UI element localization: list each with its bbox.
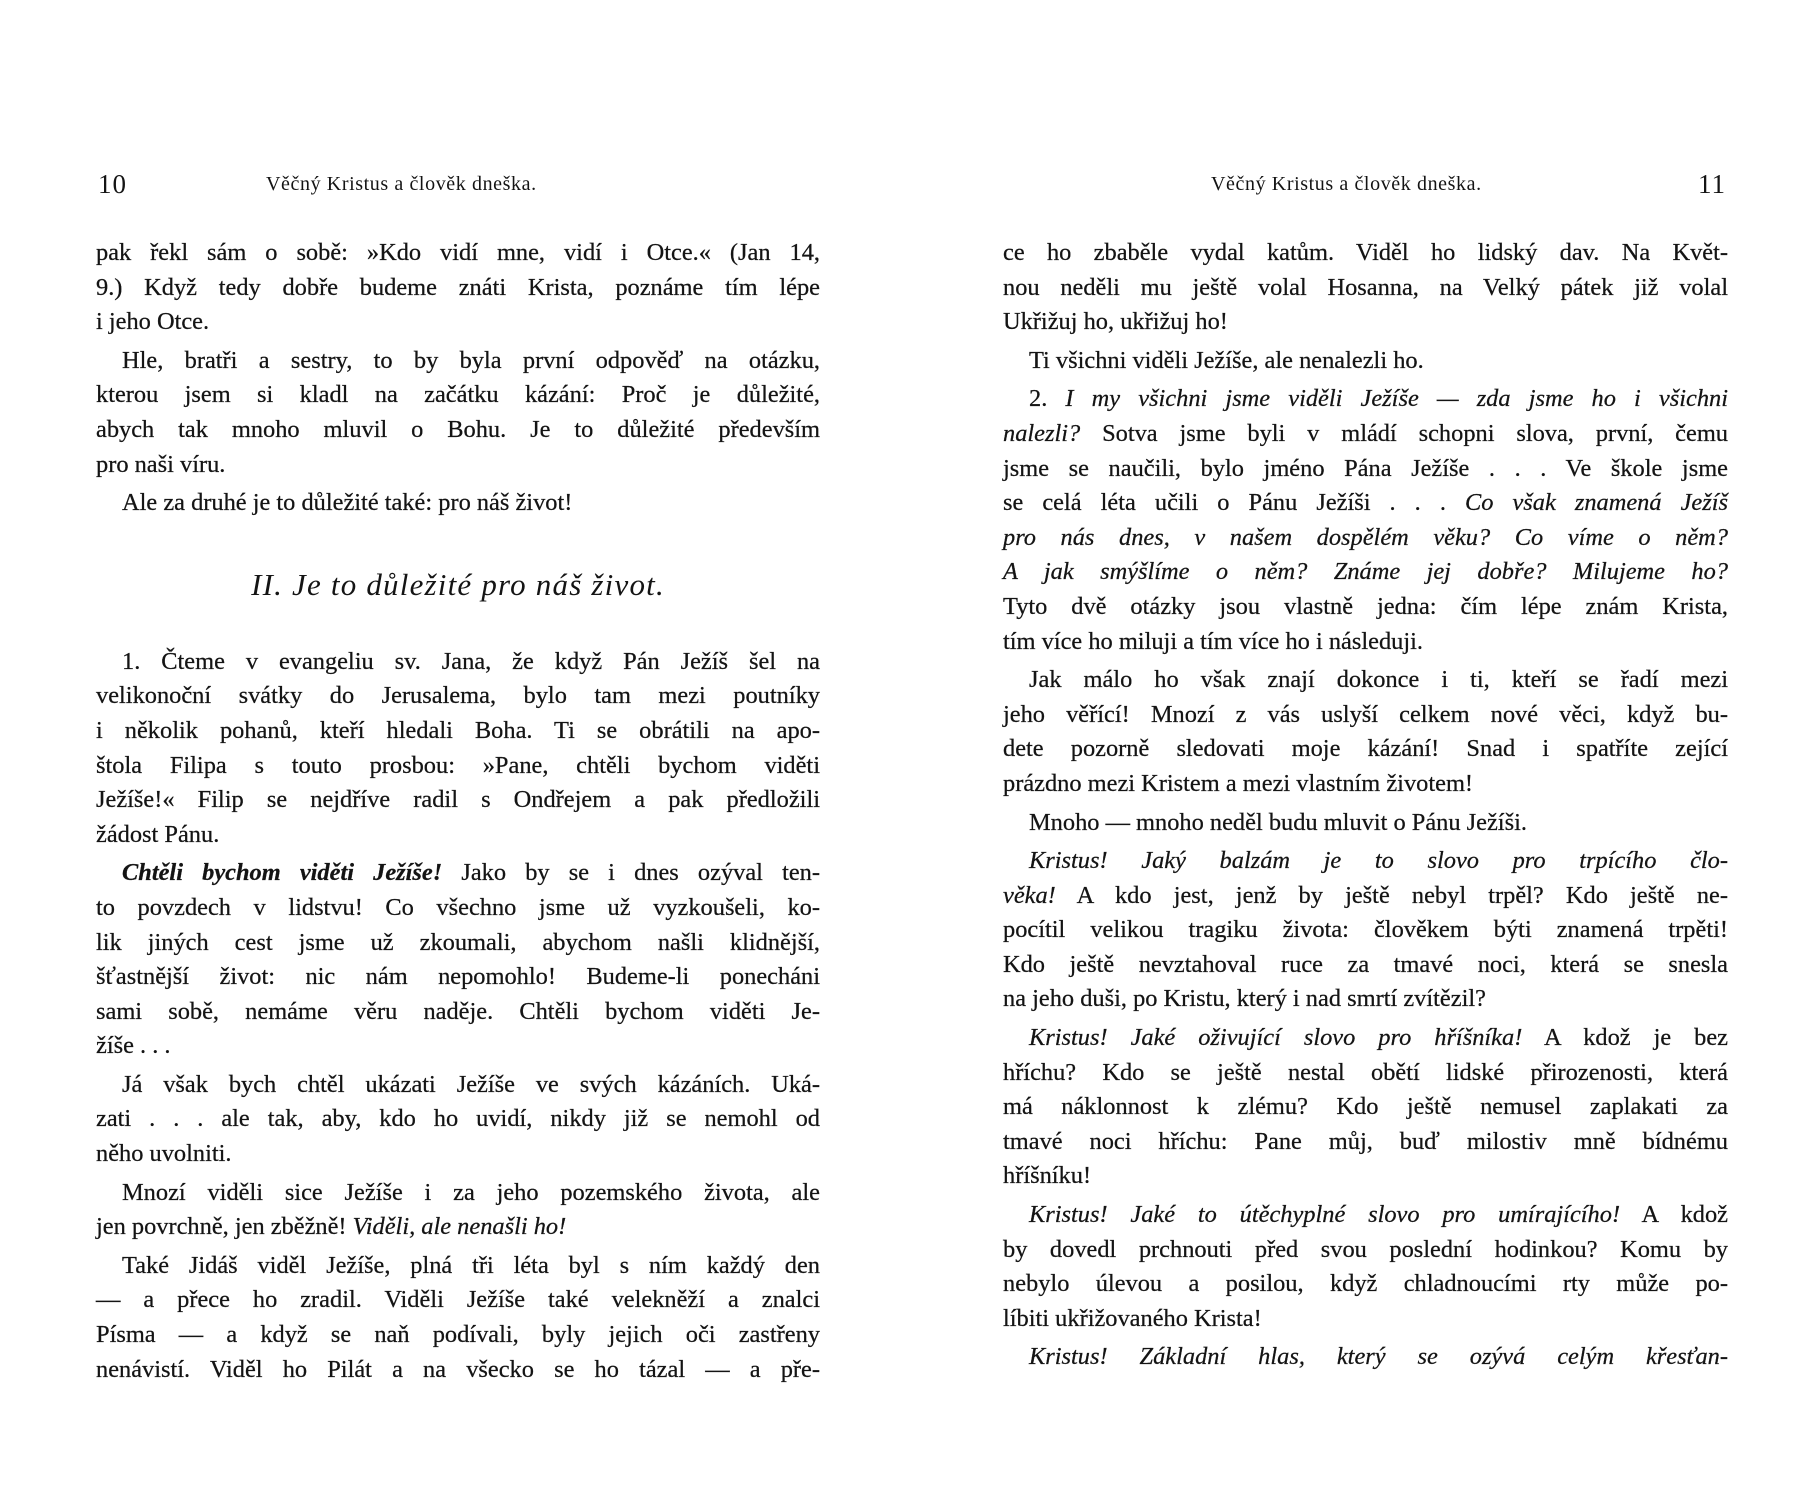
- page-number-left: 10: [98, 169, 127, 199]
- text-line: pro nás dnes, v našem dospělém věku? Co víme o něm?: [1003, 523, 1728, 551]
- right-text-block: [1003, 236, 1728, 1375]
- text-line: zati . . . ale tak, aby, kdo ho uvidí, nikdy již se nemohl od: [96, 1105, 820, 1133]
- text-line: pocítil velikou tragiku života: člověkem býti znamená trpěti!: [1003, 916, 1728, 944]
- text-line: Ti všichni viděli Ježíše, ale nenalezli ho.: [1029, 346, 1424, 374]
- page-number-right: 11: [1698, 169, 1726, 199]
- text-line: nenávistí. Viděl ho Pilát a na všecko se ho tázal — a pře-: [96, 1355, 820, 1383]
- text-line: sami sobě, nemáme věru naděje. Chtěli bychom viděti Je-: [96, 997, 820, 1025]
- text-line: Jak málo ho však znají dokonce i ti, kteří se řadí mezi: [1029, 666, 1728, 694]
- text-line: A jak smýšlíme o něm? Známe jej dobře? Milujeme ho?: [1003, 558, 1728, 586]
- text-line: by dovedl prchnouti před svou poslední hodinkou? Komu by: [1003, 1235, 1728, 1263]
- text-line: Hle, bratři a sestry, to by byla první odpověď na otázku,: [122, 346, 820, 374]
- text-line: pro naši víru.: [96, 450, 226, 478]
- text-run: se celá léta učili o Pánu Ježíši . . .: [1003, 489, 1465, 517]
- text-line: Tyto dvě otázky jsou vlastně jedna: čím lépe znám Krista,: [1003, 592, 1728, 620]
- text-line: pak řekl sám o sobě: »Kdo vidí mne, vidí i Otce.« (Jan 14,: [96, 239, 820, 266]
- right-page: [1003, 0, 1728, 1500]
- italic-emphasis: Viděli, ale nenašli ho!: [352, 1213, 567, 1241]
- text-run: Jako by se i dnes ozýval ten-: [442, 859, 820, 887]
- text-line: [1003, 486, 1728, 521]
- text-line: žádost Pánu.: [96, 820, 220, 848]
- running-head-left: [96, 169, 820, 207]
- text-run: A kdož je bez: [1522, 1024, 1728, 1052]
- text-line: štola Filipa s touto prosbou: »Pane, chtěli bychom viděti: [96, 751, 820, 779]
- text-line: nou neděli mu ještě volal Hosanna, na Velký pátek již volal: [1003, 273, 1728, 301]
- text-line: [96, 856, 820, 891]
- text-line: Mnozí viděli sice Ježíše i za jeho pozemského života, ale: [122, 1178, 820, 1206]
- text-line: abych tak mnoho mluvil o Bohu. Je to důležité především: [96, 415, 820, 443]
- text-line: jeho věřící! Mnozí z vás uslyší celkem nové věci, když bu-: [1003, 700, 1728, 728]
- text-line: to povzdech v lidstvu! Co všechno jsme už vyzkoušeli, ko-: [96, 893, 820, 921]
- text-run: jen povrchně, jen zběžně!: [96, 1213, 353, 1241]
- text-line: [1003, 417, 1728, 452]
- text-line: Kdo ještě nevztahoval ruce za tmavé noci, která se snesla: [1003, 950, 1728, 978]
- italic-emphasis: nalezli?: [1003, 419, 1081, 447]
- text-line: [96, 1210, 820, 1245]
- text-line: [1003, 879, 1728, 914]
- text-line: na jeho duši, po Kristu, který i nad smrtí zvítězil?: [1003, 985, 1486, 1013]
- text-line: Kristus! Základní hlas, který se ozývá celým křesťan-: [1029, 1343, 1728, 1371]
- text-run: 2.: [1029, 385, 1066, 413]
- text-line: Kristus! Jaký balzám je to slovo pro trpícího člo-: [1029, 847, 1728, 875]
- text-line: i jeho Otce.: [96, 308, 210, 336]
- italic-emphasis: Kristus! Jaké to útěchyplné slovo pro umírajícího!: [1029, 1201, 1621, 1229]
- text-line: jsme se naučili, bylo jméno Pána Ježíše . . . Ve škole jsme: [1003, 454, 1728, 482]
- running-title-right: Věčný Kristus a člověk dneška.: [1211, 173, 1482, 195]
- text-line: prázdno mezi Kristem a mezi vlastním životem!: [1003, 769, 1474, 797]
- text-line: žíše . . .: [96, 1032, 171, 1060]
- text-line: 1. Čteme v evangeliu sv. Jana, že když Pán Ježíš šel na: [122, 647, 820, 675]
- text-line: Ježíše!« Filip se nejdříve radil s Ondřejem a pak předložili: [96, 786, 820, 814]
- text-run: Sotva jsme byli v mládí schopni slova, první, čemu: [1080, 419, 1728, 447]
- left-text-block: [96, 236, 820, 1387]
- text-line: velikonoční svátky do Jerusalema, bylo tam mezi poutníky: [96, 682, 820, 710]
- italic-emphasis: věka!: [1003, 881, 1056, 909]
- text-line: něho uvolniti.: [96, 1140, 232, 1168]
- text-line: Já však bych chtěl ukázati Ježíše ve svých kázáních. Uká-: [122, 1070, 820, 1098]
- left-page: [96, 0, 820, 1500]
- text-line: dete pozorně sledovati moje kázání! Snad i spatříte zející: [1003, 735, 1728, 763]
- text-line: — a přece ho zradil. Viděli Ježíše také velekněží a znalci: [96, 1286, 820, 1314]
- running-title-left: Věčný Kristus a člověk dneška.: [266, 173, 537, 195]
- text-line: Písma — a když se naň podívali, byly jejich oči zastřeny: [96, 1321, 820, 1349]
- section-heading: II. Je to důležité pro náš život.: [251, 566, 665, 602]
- text-line: hříchu? Kdo se ještě nestal obětí lidské přirozenosti, která: [1003, 1058, 1728, 1086]
- text-line: líbiti ukřižovaného Krista!: [1003, 1304, 1262, 1332]
- text-line: ce ho zbaběle vydal katům. Viděl ho lidský dav. Na Květ-: [1003, 239, 1728, 266]
- text-line: tmavé noci hříchu: Pane můj, buď milostiv mně bídnému: [1003, 1127, 1728, 1155]
- text-line: i několik pohanů, kteří hledali Boha. Ti se obrátili na apo-: [96, 716, 820, 744]
- italic-emphasis: Chtěli bychom viděti Ježíše!: [122, 859, 443, 887]
- text-line: šťastnější život: nic nám nepomohlo! Budeme-li ponecháni: [96, 963, 820, 991]
- text-run: A kdož: [1620, 1201, 1729, 1229]
- text-line: Mnoho — mnoho neděl budu mluvit o Pánu Ježíši.: [1029, 808, 1527, 836]
- running-head-right: [1003, 169, 1728, 207]
- text-line: Také Jidáš viděl Ježíše, plná tři léta byl s ním každý den: [122, 1251, 820, 1279]
- italic-emphasis: Co však znamená Ježíš: [1464, 489, 1728, 517]
- italic-emphasis: I my všichni jsme viděli Ježíše — zda jsme ho i všichni: [1065, 385, 1728, 413]
- text-line: [1003, 1021, 1728, 1056]
- text-line: hříšníku!: [1003, 1162, 1092, 1190]
- text-line: Ukřižuj ho, ukřižuj ho!: [1003, 308, 1228, 336]
- text-line: lik jiných cest jsme už zkoumali, abychom našli klidnější,: [96, 928, 820, 956]
- text-line: nebylo úlevou a posilou, když chladnoucími rty může po-: [1003, 1270, 1728, 1298]
- text-line: tím více ho miluji a tím více ho i následuji.: [1003, 627, 1423, 655]
- text-line: 9.) Když tedy dobře budeme znáti Krista, poznáme tím lépe: [96, 273, 820, 301]
- text-run: A kdo jest, jenž by ještě nebyl trpěl? Kdo ještě ne-: [1055, 881, 1728, 909]
- text-line: kterou jsem si kladl na začátku kázání: Proč je důležité,: [96, 381, 820, 409]
- italic-emphasis: Kristus! Jaké oživující slovo pro hříšníka!: [1029, 1024, 1523, 1052]
- text-line: má náklonnost k zlému? Kdo ještě nemusel zaplakati za: [1003, 1093, 1728, 1121]
- text-line: [1003, 382, 1728, 417]
- text-line: Ale za druhé je to důležité také: pro náš život!: [122, 489, 573, 517]
- text-line: [1003, 1198, 1728, 1233]
